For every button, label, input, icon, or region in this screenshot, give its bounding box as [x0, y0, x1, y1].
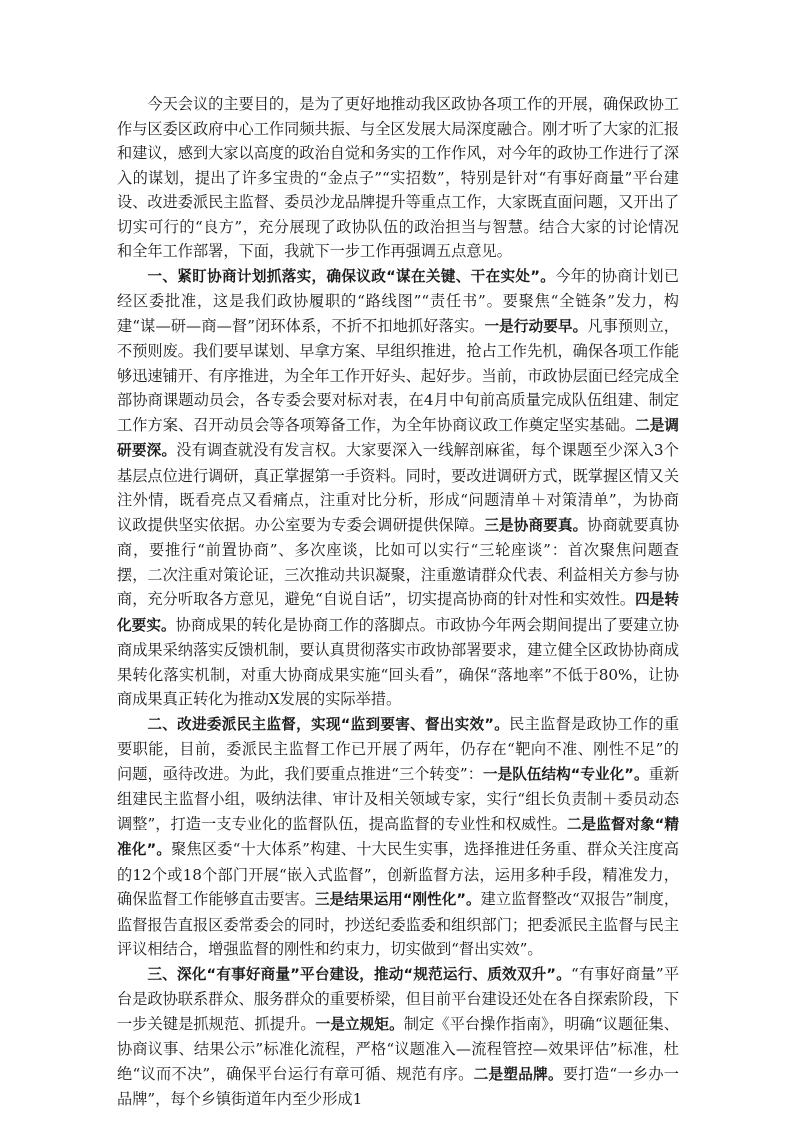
text-run: 协商就要真协商，要推行“前置协商”、多次座谈，比如可以实行“三轮座谈”：首次聚焦问题查摆，二次注重对策论证，三次推动共识凝聚，注重邀请群众代表、利益相关方参与协商，充分听取各方意见，避免“自说自话”，切实提高协商的针对性和实效性。: [117, 515, 680, 608]
text-run: 制定《平台操作指南》，明确“议题征集、协商议事、结果公示”标准化流程，严格“议题准入—流程管控—效果评估”标准，杜绝“议而不决”，确保平台运行有章可循、规范有序。: [117, 1014, 679, 1083]
document-page: [117, 92, 679, 1112]
bold-heading-run: 一是立规矩。: [315, 1015, 404, 1033]
bold-heading-run: 四是转化要实。: [117, 591, 679, 634]
text-run: 凡事预则立，不预则废。我们要早谋划、早拿方案、早组织推进，抢占工作先机，确保各项工作能够迅速铺开、有序推进，为全年工作开好头、起好步。当前，市政协层面已经完成全部协商课题动员会，各专委会要对标对表，在4月中旬前高质量完成队伍组建、制定工作方案、召开动员会等各项筹备工作，为全年协商议政工作奠定坚实基础。: [117, 316, 679, 434]
text-run: 民主监督是政协工作的重要职能，目前，委派民主监督工作已开展了两年，仍存在“靶向不准、刚性不足”的问题，亟待改进。为此，我们要重点推进“三个转变”：: [117, 714, 680, 783]
paragraph-intro: [117, 92, 679, 264]
paragraph-section-1: [117, 264, 679, 712]
bold-heading-run: 二、改进委派民主监督，实现“监到要害、督出实效”。: [147, 715, 510, 733]
paragraph-section-2: [117, 712, 679, 962]
text-run: 没有调查就没有发言权。大家要深入一线解剖麻雀，每个课题至少深入3个基层点位进行调研，真正掌握第一手资料。同时，要改进调研方式，既掌握区情又关注外情，既看亮点又看痛点，注重对比分析，形成“问题清单＋对策清单”，为协商议政提供坚实依据。办公室要为专委会调研提供保障。: [117, 441, 679, 534]
bold-heading-run: 二是塑品牌。: [473, 1065, 563, 1083]
text-run: 协商成果的转化是协商工作的落脚点。市政协今年两会期间提出了要建立协商成果采纳落实反馈机制，要认真贯彻落实市政协部署要求，建立健全区政协协商成果转化落实机制，对重大协商成果实施“回头看”，确保“落地率”不低于80%，让协商成果真正转化为推动X发展的实际举措。: [117, 615, 679, 708]
text-run: “有事好商量”平台是政协联系群众、服务群众的重要桥梁，但目前平台建设还处在各自探索阶段，下一步关键是抓规范、抓提升。: [117, 964, 680, 1033]
text-run: 要打造“一乡办一品牌”，每个乡镇街道年内至少形成1: [117, 1064, 679, 1108]
bold-heading-run: 三是结果运用“刚性化”。: [315, 891, 481, 908]
bold-heading-run: 三是协商要真。: [484, 516, 588, 534]
text-run: 聚焦区委“十大体系”构建、十大民生实事，选择推进任务重、群众关注度高的12个或18个部门开展“嵌入式监督”，创新监督方法，运用多种手段，精准发力，确保监督工作能够直击要害。: [117, 840, 679, 908]
bold-heading-run: 一是队伍结构“专业化”。: [482, 765, 649, 783]
text-run: 重新组建民主监督小组，吸纳法律、审计及相关领域专家，实行“组长负责制＋委员动态调整”，打造一支专业化的监督队伍，提高监督的专业性和权威性。: [117, 764, 680, 833]
bold-heading-run: 一是行动要早。: [484, 317, 588, 335]
paragraph-section-3: [117, 962, 679, 1112]
bold-heading-run: 一、紧盯协商计划抓落实，确保议政“谋在关键、干在实处”。: [147, 267, 556, 285]
bold-heading-run: 二是调研要深。: [117, 416, 679, 459]
bold-heading-run: 二是监督对象“精准化”。: [117, 815, 680, 858]
text-run: 今天会议的主要目的，是为了更好地推动我区政协各项工作的开展，确保政协工作与区委区政府中心工作同频共振、与全区发展大局深度融合。刚才听了大家的汇报和建议，感到大家以高度的政治自觉和务实的工作作风，对今年的政协工作进行了深入的谋划，提出了许多宝贵的“金点子”“实招数”，特别是针对“有事好商量”平台建设、改进委派民主监督、委员沙龙品牌提升等重点工作，大家既直面问题，又开出了切实可行的“良方”，充分展现了政协队伍的政治担当与智慧。结合大家的讨论情况和全年工作部署，下面，我就下一步工作再强调五点意见。: [117, 95, 679, 260]
text-run: 建立监督整改“双报告”制度，监督报告直报区委常委会的同时，抄送纪委监委和组织部门；把委派民主监督与民主评议相结合，增强监督的刚性和约束力，切实做到“督出实效”。: [117, 890, 680, 958]
text-run: 今年的协商计划已经区委批准，这是我们政协履职的“路线图”“责任书”。要聚焦“全链条”发力，构建“谋—研—商—督”闭环体系，不折不扣地抓好落实。: [117, 266, 679, 335]
bold-heading-run: 三、深化“有事好商量”平台建设，推动“规范运行、质效双升”。: [147, 965, 571, 983]
